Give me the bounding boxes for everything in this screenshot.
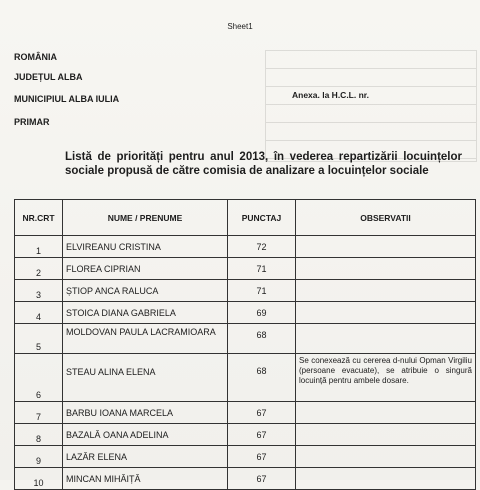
header-county: JUDEȚUL ALBA: [14, 72, 83, 82]
table-row: [15, 280, 476, 302]
table-row: [15, 302, 476, 324]
row-score: 67: [228, 424, 296, 446]
row-observations: [296, 324, 476, 354]
row-observations: [296, 302, 476, 324]
row-score: 71: [228, 258, 296, 280]
row-observations: [296, 424, 476, 446]
row-score: 67: [228, 402, 296, 424]
row-name: STEAU ALINA ELENA: [63, 354, 228, 402]
table-row: [15, 354, 476, 402]
row-number: 4: [15, 302, 63, 324]
table-row: [15, 468, 476, 490]
row-observations: Se conexează cu cererea d-nului Opman Virgiliu (persoane evacuate), se atribuie o singură locuință pentru ambele dosare.: [296, 354, 476, 402]
row-score: 68: [228, 354, 296, 402]
bleed-through-table: [265, 50, 477, 162]
row-name: ELVIREANU CRISTINA: [63, 236, 228, 258]
table-row: [15, 402, 476, 424]
row-observations: [296, 446, 476, 468]
row-score: 69: [228, 302, 296, 324]
row-score: 67: [228, 468, 296, 490]
row-name: BARBU IOANA MARCELA: [63, 402, 228, 424]
row-name: FLOREA CIPRIAN: [63, 258, 228, 280]
row-number: 1: [15, 236, 63, 258]
sheet-label: Sheet1: [227, 22, 253, 31]
row-number: 2: [15, 258, 63, 280]
table-row: [15, 424, 476, 446]
row-name: BAZALĂ OANA ADELINA: [63, 424, 228, 446]
row-number: 8: [15, 424, 63, 446]
row-name: ȘTIOP ANCA RALUCA: [63, 280, 228, 302]
annex-reference: Anexa. la H.C.L. nr.: [292, 90, 369, 100]
row-observations: [296, 468, 476, 490]
row-name: MOLDOVAN PAULA LACRAMIOARA: [63, 324, 228, 354]
table-header-row: [15, 200, 476, 236]
row-observations: [296, 402, 476, 424]
row-name: LAZĂR ELENA: [63, 446, 228, 468]
column-header-nr: NR.CRT: [15, 200, 63, 236]
document-title: Listă de priorități pentru anul 2013, în vederea repartizării locuințelor sociale propusă de către comisia de analizare a locuințelor sociale: [65, 151, 462, 177]
row-number: 5: [15, 324, 63, 354]
row-score: 67: [228, 446, 296, 468]
priority-table: [14, 199, 476, 490]
row-score: 72: [228, 236, 296, 258]
row-name: STOICA DIANA GABRIELA: [63, 302, 228, 324]
row-number: 9: [15, 446, 63, 468]
row-score: 68: [228, 324, 296, 354]
row-observations: [296, 258, 476, 280]
row-score: 71: [228, 280, 296, 302]
row-number: 7: [15, 402, 63, 424]
row-number: 6: [15, 354, 63, 402]
column-header-name: NUME / PRENUME: [63, 200, 228, 236]
table-row: [15, 324, 476, 354]
column-header-observations: OBSERVATII: [296, 200, 476, 236]
header-office: PRIMAR: [14, 117, 50, 127]
header-municipality: MUNICIPIUL ALBA IULIA: [14, 94, 120, 104]
row-observations: [296, 280, 476, 302]
column-header-score: PUNCTAJ: [228, 200, 296, 236]
row-number: 3: [15, 280, 63, 302]
table-row: [15, 258, 476, 280]
table-row: [15, 446, 476, 468]
row-name: MINCAN MIHĂIȚĂ: [63, 468, 228, 490]
row-number: 10: [15, 468, 63, 490]
header-country: ROMÂNIA: [14, 52, 57, 62]
row-observations: [296, 236, 476, 258]
table-row: [15, 236, 476, 258]
